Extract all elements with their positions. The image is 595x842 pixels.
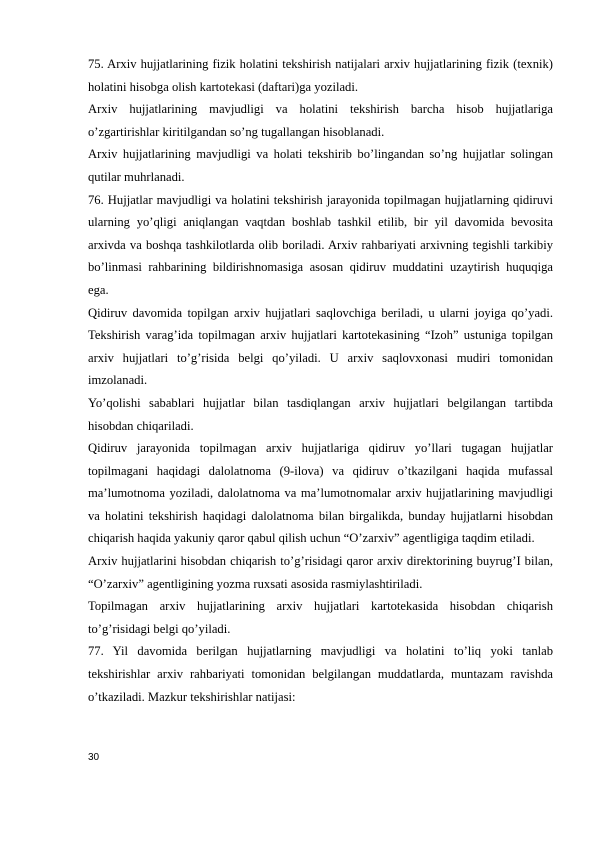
paragraph-boxes-sealed: Arxiv hujjatlarining mavjudligi va holati tekshirib bo’lingandan so’ng hujjatlar solingan qutilar muhrlanadi. bbox=[88, 147, 553, 184]
paragraph-search-act: Qidiruv jarayonida topilmagan arxiv hujjatlariga qidiruv yo’llari tugagan hujjatlar topilmagani haqidagi dalolatnoma (9-ilova) va qidiruv o’tkazilgani haqida mufassal ma’lumotnoma yoziladi, dalolatnoma va ma’lumotnomalar arxiv hujjatlarining mavjudligi va holatini tekshirish haqidagi dalolatnoma bilan birgalikda, bunday hujjatlarni hisobdan chiqarish haqida yakuniy qaror qabul qilish uchun “O’zarxiv” agentligiga taqdim etiladi. bbox=[88, 441, 553, 546]
paragraph-found-documents: Qidiruv davomida topilgan arxiv hujjatlari saqlovchiga beriladi, u ularni joyiga qo’yadi. Tekshirish varag’ida topilmagan arxiv hujjatlari kartotekasining “Izoh” ustuniga topilgan arxiv hujjatlari to’g’risida belgi qo’yiladi. U arxiv saqlovxonasi mudiri tomonidan imzolanadi. bbox=[88, 305, 553, 388]
paragraph-76-search: 76. Hujjatlar mavjudligi va holatini tekshirish jarayonida topilmagan hujjatlarning qidiruvi ularning yo’qligi aniqlangan vaqtdan boshlab tashkil etilib, bir yil davomida bevosita arxivda va boshqa tashkilotlarda olib boriladi. Arxiv rahbariyati arxivning tegishli tarkibiy bo’linmasi rahbarining bildirishnomasiga asosan qidiruv muddatini uzaytirish huquqiga ega. bbox=[88, 192, 553, 297]
paragraph-77-annual-checks: 77. Yil davomida berilgan hujjatlarning mavjudligi va holatini to’liq yoki tanlab tekshirishlar arxiv rahbariyati tomonidan belgilangan muddatlarda, muntazam ravishda o’tkaziladi. Mazkur tekshirishlar natijasi: bbox=[88, 644, 553, 704]
document-body bbox=[88, 53, 553, 708]
page-number: 30 bbox=[88, 752, 100, 763]
paragraph-loss-reasons: Yo’qolishi sabablari hujjatlar bilan tasdiqlangan arxiv hujjatlari belgilangan tartibda hisobdan chiqariladi. bbox=[88, 395, 553, 433]
paragraph-75-results: 75. Arxiv hujjatlarining fizik holatini tekshirish natijalari arxiv hujjatlarining fizik (texnik) holatini hisobga olish kartotekasi (daftari)ga yoziladi. bbox=[88, 57, 553, 94]
paragraph-removal-decision: Arxiv hujjatlarini hisobdan chiqarish to’g’risidagi qaror arxiv direktorining buyrug’I bilan, “O’zarxiv” agentligining yozma ruxsati asosida rasmiylashtiriladi. bbox=[88, 554, 553, 591]
paragraph-card-mark: Topilmagan arxiv hujjatlarining arxiv hujjatlari kartotekasida hisobdan chiqarish to’g’risidagi belgi qo’yiladi. bbox=[88, 599, 553, 636]
paragraph-check-completion: Arxiv hujjatlarining mavjudligi va holatini tekshirish barcha hisob hujjatlariga o’zgartirishlar kiritilgandan so’ng tugallangan hisoblanadi. bbox=[88, 102, 553, 139]
